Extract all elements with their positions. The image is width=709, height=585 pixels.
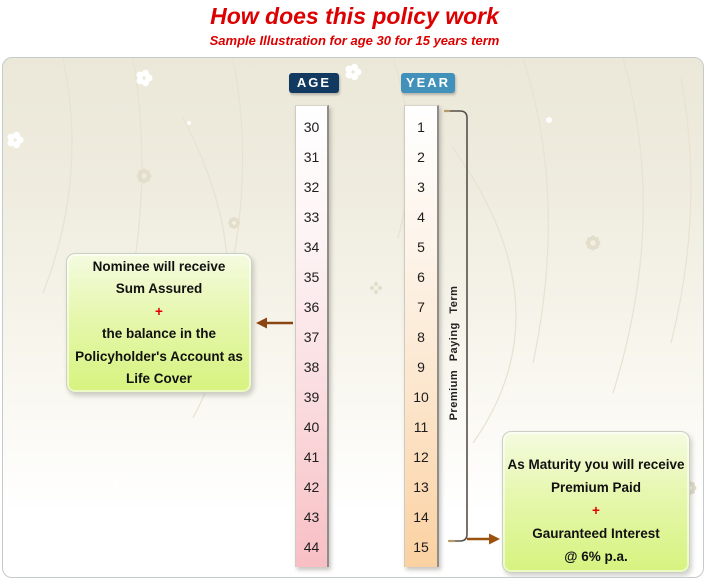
callout-line: As Maturity you will receive — [507, 456, 685, 472]
death-benefit-arrow — [256, 318, 293, 329]
callout-line: the balance in the — [101, 326, 217, 341]
age-cell: 30 — [303, 119, 320, 135]
age-cell: 33 — [303, 209, 320, 225]
age-cell: 35 — [303, 269, 320, 285]
age-cell: 39 — [303, 389, 320, 405]
callout-line: Policyholder's Account as — [75, 348, 243, 364]
page-title: How does this policy work — [210, 3, 499, 29]
age-column — [295, 105, 329, 567]
year-cell: 1 — [417, 119, 425, 135]
age-cell: 34 — [303, 239, 320, 255]
year-cell: 15 — [413, 539, 429, 555]
year-cell: 12 — [413, 449, 429, 465]
age-cell: 42 — [303, 479, 320, 495]
year-column — [404, 105, 439, 567]
age-column-header: AGE — [289, 73, 339, 93]
year-cell: 11 — [413, 419, 429, 435]
year-cell: 13 — [413, 479, 429, 495]
callout-line: + — [592, 502, 600, 518]
age-cell: 44 — [303, 539, 320, 555]
callout-line: Sum Assured — [115, 281, 203, 296]
year-column-header: YEAR — [401, 73, 455, 93]
year-cell: 10 — [413, 389, 429, 405]
year-cell: 4 — [417, 209, 425, 225]
year-cell: 2 — [417, 149, 425, 165]
maturity-benefit-callout — [502, 431, 690, 573]
year-cell: 8 — [417, 329, 425, 345]
year-cell: 14 — [413, 509, 429, 525]
callout-line: Life Cover — [125, 371, 193, 386]
callout-line: @ 6% p.a. — [564, 548, 628, 564]
year-cell: 7 — [417, 299, 425, 315]
age-cell: 41 — [303, 449, 320, 465]
callout-line: Gauranteed Interest — [532, 525, 660, 541]
age-cell: 32 — [303, 179, 320, 195]
age-cell: 36 — [303, 299, 320, 315]
callout-line: Nominee will receive — [92, 258, 226, 274]
year-cell: 3 — [417, 179, 425, 195]
year-cell: 5 — [417, 239, 425, 255]
maturity-benefit-arrow — [467, 534, 500, 545]
callout-line: + — [155, 303, 163, 319]
year-cell: 9 — [417, 359, 425, 375]
age-cell: 37 — [303, 329, 320, 345]
age-cell: 43 — [303, 509, 320, 525]
premium-paying-term-label: Premium Paying Term — [448, 285, 460, 421]
page-subtitle: Sample Illustration for age 30 for 15 years term — [209, 33, 500, 48]
callout-line: Premium Paid — [550, 479, 642, 495]
age-cell: 38 — [303, 359, 320, 375]
death-benefit-callout — [66, 253, 252, 393]
age-cell: 40 — [303, 419, 320, 435]
year-cell: 6 — [417, 269, 425, 285]
age-cell: 31 — [303, 149, 320, 165]
illustration-panel — [2, 57, 704, 578]
